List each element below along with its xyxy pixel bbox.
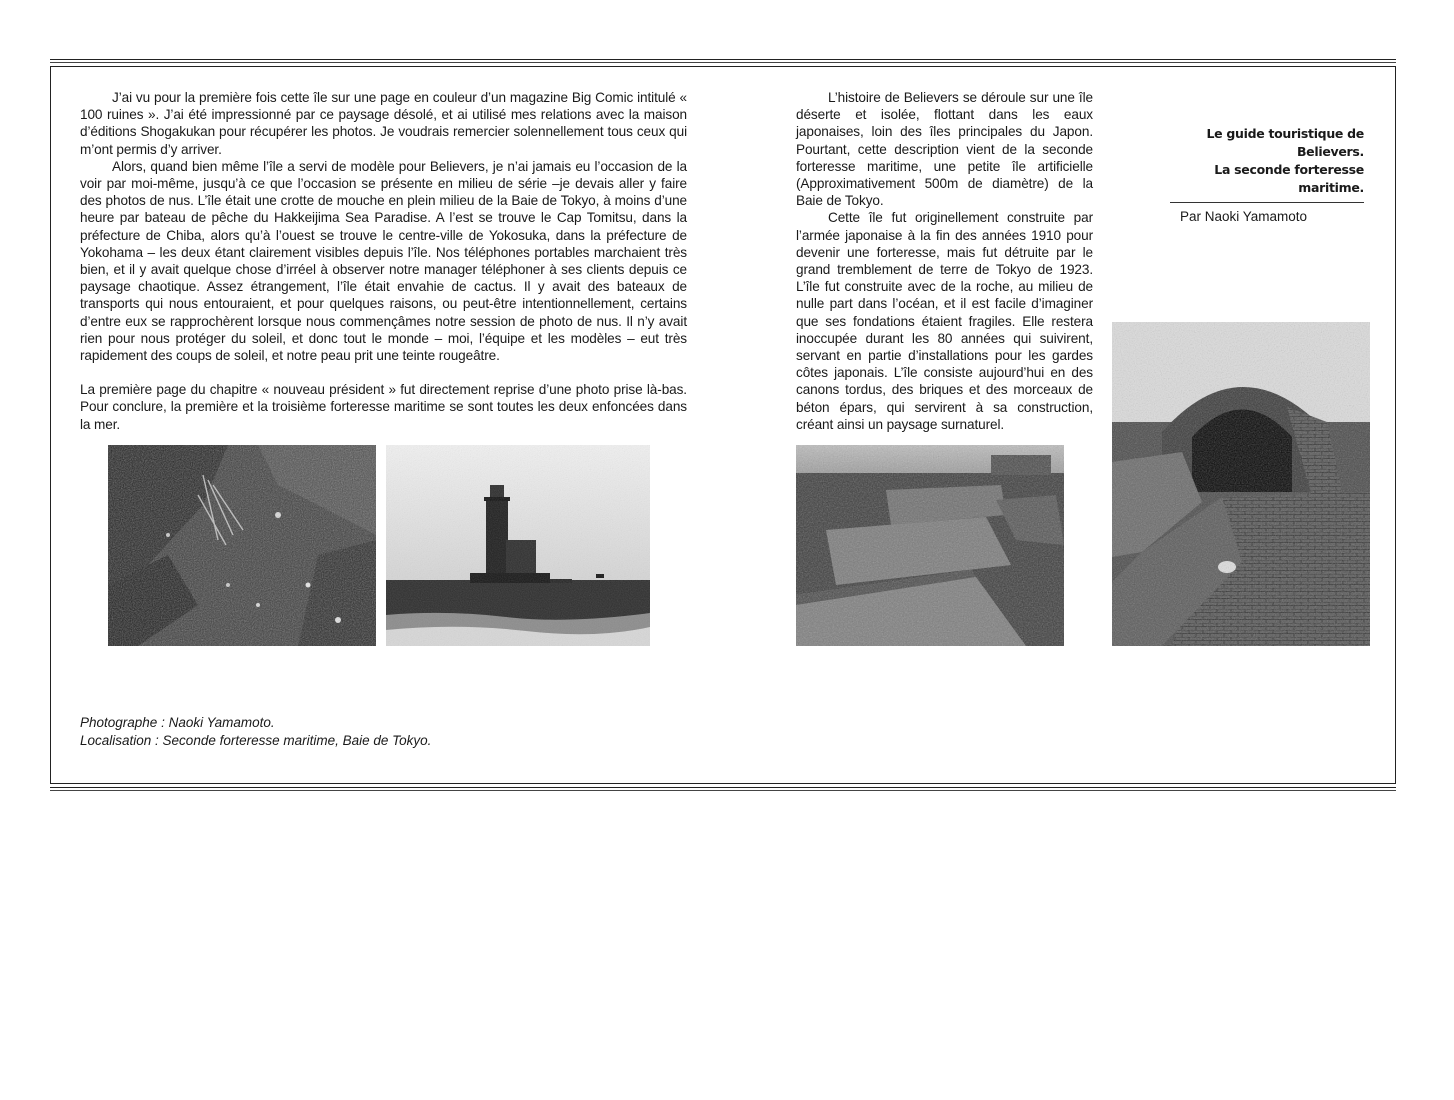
photo-lighthouse [386, 445, 650, 646]
paragraph-conclusion: La première page du chapitre « nouveau président » fut directement reprise d’une photo prise là-bas. Pour conclure, la première et la troisième forteresse maritime se sont toutes les deux enfoncées dans la mer. [80, 382, 687, 432]
top-double-rule [50, 59, 1396, 63]
title-line-2: La seconde forteresse maritime. [1214, 162, 1364, 195]
right-text-column [796, 89, 1093, 433]
photo-concrete-slabs [796, 445, 1064, 646]
photo-brick-ruins [1112, 322, 1370, 646]
paragraph-history: L’histoire de Believers se déroule sur une île déserte et isolée, flottant dans les eaux japonaises, loin des îles principales du Japon. Pourtant, cette description vient de la seconde forteresse maritime, une petite île artificielle (Approximativement 500m de diamètre) de la Baie de Tokyo. [796, 90, 1093, 209]
paragraph-construction: Cette île fut originellement construite par l’armée japonaise à la fin des années 1910 pour devenir une forteresse, mais fut détruite par le grand tremblement de terre de Tokyo de 1923. L’île fut construite avec de la roche, au milieu de nulle part dans l’océan, et il est facile d’imaginer que ses fondations étaient fragiles. Elle restera inoccupée durant les 80 années qui suivirent, servant en partie d’installations pour les gardes côtes japonais. L’île consiste aujourd’hui en des canons tordus, des briques et des morceaux de béton épars, qui servirent à sa construction, créant ainsi un paysage surnaturel. [796, 210, 1093, 432]
left-text-column [80, 89, 687, 433]
caption-location: Localisation : Seconde forteresse maritime, Baie de Tokyo. [80, 732, 432, 748]
caption-photographer: Photographe : Naoki Yamamoto. [80, 715, 275, 730]
byline: Par Naoki Yamamoto [1180, 209, 1308, 224]
paragraph-intro: J’ai vu pour la première fois cette île sur une page en couleur d’un magazine Big Comic intitulé « 100 ruines ». J’ai été impressionné par ce paysage désolé, et ai utilisé mes relations avec la maison d’éditions Shogakukan pour récupérer les photos. Je voudrais remercier solennellement tous ceux qui m’ont permis d’y arriver. [80, 90, 687, 157]
photo-rocks-cactus [108, 445, 376, 646]
article-title-block [1170, 125, 1364, 224]
title-divider [1170, 202, 1364, 203]
paragraph-visit: Alors, quand bien même l’île a servi de modèle pour Believers, je n’ai jamais eu l’occasion de la voir par moi-même, jusqu’à ce que l’occasion se présente en milieu de série –je devais aller y faire des photos de nus. L’île était une crotte de mouche en plein milieu de la Baie de Tokyo, à moins d’une heure par bateau de pêche du Hakkeijima Sea Paradise. A l’est se trouve le Cap Tomitsu, dans la préfecture de Chiba, alors qu’à l’ouest se trouve le centre-ville de Yokosuka, dans la préfecture de Yokohama – les deux étant clairement visibles depuis l’île. Nos téléphones portables marchaient très bien, et il y avait quelque chose d’irréel à observer notre manager téléphoner à ses clients depuis ce paysage chaotique. Assez étrangement, l’île était envahie de cactus. Il y avait des bateaux de transports qui nous entouraient, et pour quelques raisons, ou peut-être intentionnellement, certains d’entre eux se rapprochèrent lorsque nous commençâmes notre session de photo de nus. Il n’y avait rien pour nous protéger du soleil, et donc tout le monde – moi, l’équipe et les modèles – eut très rapidement des coups de soleil, et notre peau prit une teinte rougeâtre. [80, 158, 687, 364]
photo-caption [80, 714, 431, 749]
bottom-double-rule [50, 787, 1396, 791]
title-line-1: Le guide touristique de Believers. [1206, 126, 1364, 159]
